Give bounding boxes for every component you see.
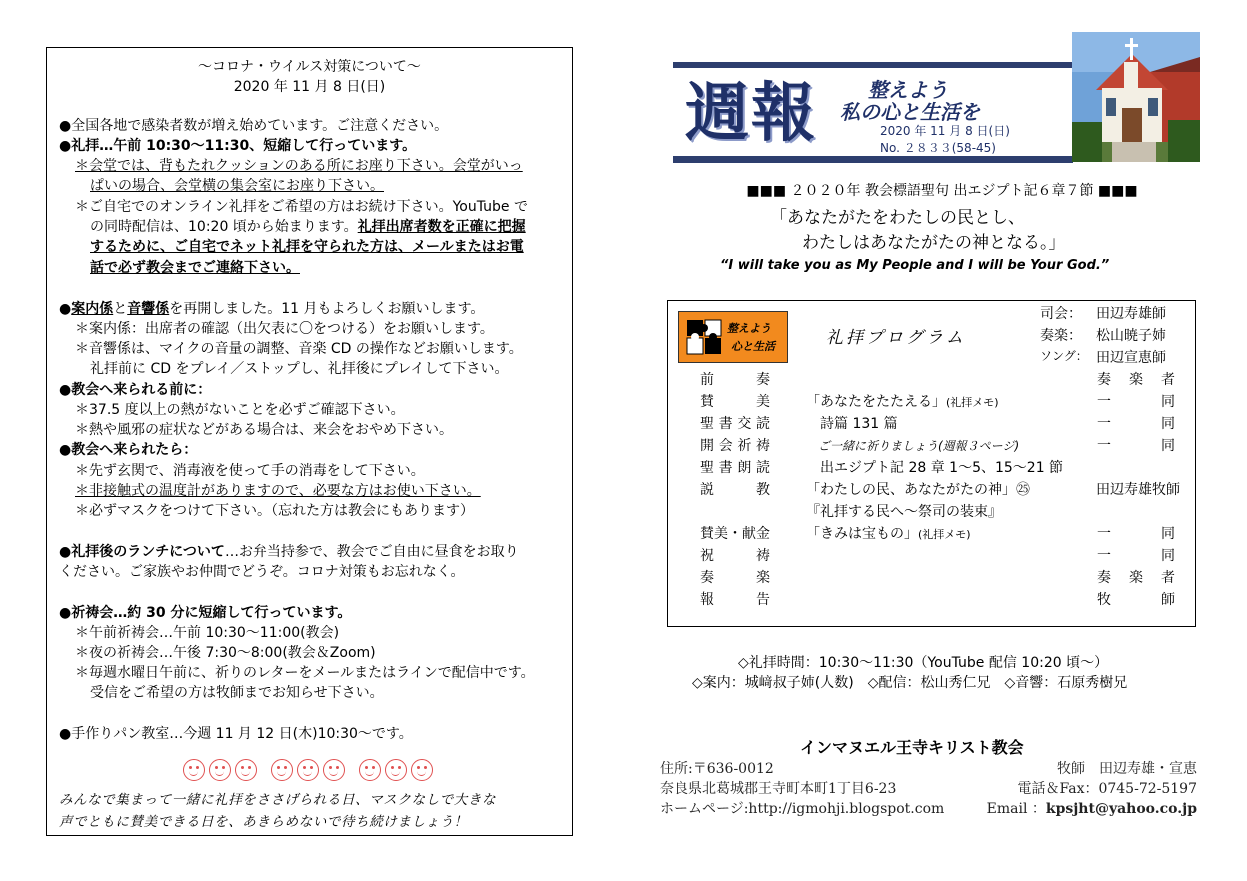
program-item-person: 牧師 <box>1097 592 1175 608</box>
bulletin-date: 2020 年 11 月 8 日(日) <box>880 124 1010 138</box>
notice-line: ＊会堂では、背もたれクッションのある所にお座り下さい。会堂がいっ <box>75 158 523 174</box>
notice-line: 話で必ず教会までご連絡下さい。 <box>90 260 300 276</box>
smiley-icon <box>297 759 319 781</box>
program-item-label: 報告 <box>700 592 770 608</box>
masthead-bar <box>673 62 1073 68</box>
program-item-detail: 「あなたをたたえる」(礼拝メモ) <box>806 394 999 410</box>
notice-heading: ～コロナ・ウイルス対策について～ <box>198 59 421 75</box>
handwritten-message: 声でともに賛美できる日を、あきらめないで待ち続けましょう！ <box>59 814 468 830</box>
motto-verse: 「あなたがたをわたしの民とし、 <box>770 208 1025 228</box>
sermon-series: 『礼拝する民へ～祭司の装束』 <box>806 504 1002 520</box>
notice-line: ＊先ず玄関で、消毒液を使って手の消毒をして下さい。 <box>75 463 425 479</box>
smiley-icon <box>385 759 407 781</box>
bulletin-number: No. ２８３３(58-45) <box>880 141 996 155</box>
staff-name: 松山暁子姉 <box>1096 328 1166 344</box>
email-line: Email ：kpsjht@yahoo.co.jp <box>986 801 1197 817</box>
smiley-icon <box>183 759 205 781</box>
notice-line: ＊案内係：出席者の確認（出欠表に〇をつける）をお願いします。 <box>75 321 494 337</box>
logo-text: 心と生活 <box>731 340 775 353</box>
motto-english: “I will take you as My People and I will be Your God.” <box>720 258 1110 273</box>
program-item-detail: 「きみは宝もの」(礼拝メモ) <box>806 526 971 542</box>
worship-program-box <box>667 300 1196 627</box>
notice-line: の同時配信は、10:20 頃から始まります。礼拝出席者数を正確に把握 <box>90 219 526 235</box>
notice-line: 受信をご希望の方は牧師までお知らせ下さい。 <box>90 685 384 701</box>
smiley-icon <box>359 759 381 781</box>
sermon-title: 「わたしの民、あなたがたの神」㉕ <box>806 482 1030 498</box>
staff-role: 奏楽： <box>1040 328 1082 344</box>
staff-role: 司会： <box>1040 306 1082 322</box>
staff-name: 田辺宣恵師 <box>1096 350 1166 366</box>
program-item-label: 賛美・献金 <box>700 526 770 542</box>
program-item-label: 開会祈祷 <box>700 438 770 454</box>
motto-heading: ■■■ ２０２０年 教会標語聖句 出エジプト記６章７節 ■■■ <box>746 183 1138 199</box>
email-link[interactable]: kpsjht@yahoo.co.jp <box>1045 801 1197 817</box>
program-item-person: 一同 <box>1097 526 1175 542</box>
program-item-detail: ご一緒に祈りましょう(週報３ページ) <box>806 439 1020 453</box>
notice-line: ください。ご家族やお仲間でどうぞ。コロナ対策もお忘れなく。 <box>59 564 465 580</box>
program-item-label: 賛美 <box>700 394 770 410</box>
church-name: インマヌエル王寺キリスト教会 <box>800 738 1024 757</box>
church-logo <box>678 311 788 363</box>
program-item-person: 奏楽者 <box>1097 570 1175 586</box>
motto-verse: わたしはあなたがたの神となる。」 <box>802 233 1066 253</box>
notice-line: するために、ご自宅でネット礼拝を守られた方は、メールまたはお電 <box>90 239 524 255</box>
staff-name: 田辺寿雄師 <box>1096 306 1166 322</box>
program-item-detail: 出エジプト記 28 章 1～5、15～21 節 <box>806 460 1064 476</box>
notice-line: ＊必ずマスクをつけて下さい。（忘れた方は教会にもあります） <box>75 503 474 519</box>
program-item-label: 祝祷 <box>700 548 770 564</box>
smiley-icon <box>235 759 257 781</box>
handwritten-message: みんなで集まって一緒に礼拝をささげられる日、マスクなしで大きな <box>59 792 497 808</box>
smiley-icon <box>209 759 231 781</box>
program-item-label: 聖書朗読 <box>700 460 770 476</box>
notice-line: ＊37.5 度以上の熱がないことを必ずご確認下さい。 <box>75 402 405 418</box>
slogan: 整えよう <box>868 78 948 102</box>
before-arrival-heading: ●教会へ来られる前に： <box>59 382 212 398</box>
slogan: 私の心と生活を <box>840 100 980 124</box>
notice-line: ＊非接触式の温度計がありますので、必要な方はお使い下さい。 <box>75 483 481 499</box>
smiley-icon <box>323 759 345 781</box>
worship-time-info: ◇礼拝時間：10:30～11:30（YouTube 配信 10:20 頃～） <box>738 655 1109 671</box>
program-item-person: 一同 <box>1097 394 1175 410</box>
notice-line: ぱいの場合、会堂横の集会室にお座り下さい。 <box>90 178 384 194</box>
covid-notice-panel <box>46 47 573 836</box>
program-item-label: 説教 <box>700 482 770 498</box>
phone-fax: 電話＆Fax：0745-72-5197 <box>1017 781 1197 797</box>
notice-line: ＊毎週水曜日午前に、祈りのレターをメールまたはラインで配信中です。 <box>75 665 535 681</box>
notice-line: ＊音響係は、マイクの音量の調整、音楽 CD の操作などお願いします。 <box>75 341 523 357</box>
notice-line: ＊午前祈祷会…午前 10:30～11:00(教会) <box>75 625 340 641</box>
smiley-icon <box>271 759 293 781</box>
notice-line: ●手作りパン教室…今週 11 月 12 日(木)10:30～です。 <box>59 726 413 742</box>
notice-date: 2020 年 11 月 8 日(日) <box>233 79 386 95</box>
notice-line: ●全国各地で感染者数が増え始めています。ご注意ください。 <box>59 118 449 134</box>
notice-line: ＊夜の祈祷会…午後 7:30～8:00(教会＆Zoom) <box>75 645 376 661</box>
notice-line: 礼拝前に CD をプレイ／ストップし、礼拝後にプレイして下さい。 <box>90 361 509 377</box>
program-item-detail: 詩篇 131 篇 <box>806 416 898 432</box>
staff-role: ソング： <box>1040 349 1088 363</box>
on-arrival-heading: ●教会へ来られたら： <box>59 442 198 458</box>
bulletin-title: 週報 <box>685 76 817 151</box>
pastor-names: 牧師 田辺寿雄・宣恵 <box>1057 761 1197 777</box>
notice-line: ●案内係と音響係を再開しました。11 月もよろしくお願いします。 <box>59 301 485 317</box>
program-item-label: 聖書交読 <box>700 416 770 432</box>
program-item-person: 一同 <box>1097 438 1175 454</box>
notice-line: ●礼拝後のランチについて…お弁当持参で、教会でご自由に昼食をお取り <box>59 544 519 560</box>
staff-assignments: ◇案内：城﨑叔子姉(人数) ◇配信：松山秀仁兄 ◇音響：石原秀樹兄 <box>692 675 1128 691</box>
program-item-person: 一同 <box>1097 416 1175 432</box>
program-item-label: 前奏 <box>700 372 770 388</box>
program-item-person: 一同 <box>1097 548 1175 564</box>
homepage-link[interactable]: ホームページ:http://igmohji.blogspot.com <box>660 801 945 817</box>
notice-line: ＊ご自宅でのオンライン礼拝をご希望の方はお続け下さい。YouTube で <box>75 199 528 215</box>
prayer-meeting-heading: ●祈祷会…約 30 分に短縮して行っています。 <box>59 605 352 621</box>
address: 奈良県北葛城郡王寺町本町1丁目6-23 <box>660 781 897 797</box>
church-photo <box>1072 32 1200 162</box>
notice-line: ＊熱や風邪の症状などがある場合は、来会をおやめ下さい。 <box>75 422 453 438</box>
logo-text: 整えよう <box>727 322 771 335</box>
program-title: 礼拝プログラム <box>826 328 966 348</box>
smiley-icon <box>411 759 433 781</box>
program-item-person: 奏楽者 <box>1097 372 1175 388</box>
program-item-label: 奏楽 <box>700 570 770 586</box>
postal-code: 住所:〒636-0012 <box>660 761 774 777</box>
masthead-bar <box>673 156 1073 163</box>
smiley-row <box>183 757 453 787</box>
puzzle-icon <box>685 318 723 356</box>
program-item-person: 田辺寿雄牧師 <box>1096 482 1180 498</box>
worship-time-heading: ●礼拝…午前 10:30～11:30、短縮して行っています。 <box>59 138 417 154</box>
